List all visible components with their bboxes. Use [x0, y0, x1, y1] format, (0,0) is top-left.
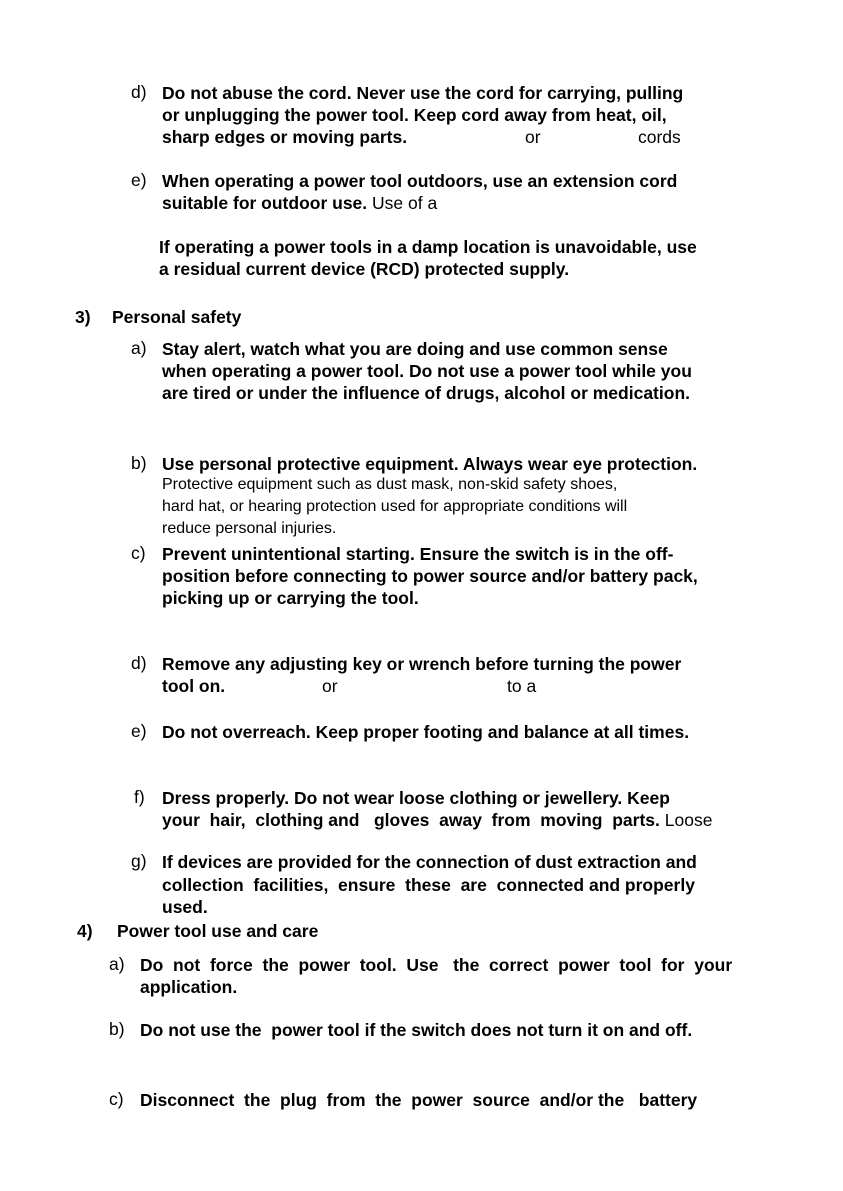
item-marker: b) [131, 453, 147, 473]
item-marker: a) [131, 338, 147, 358]
item-text-line: picking up or carrying the tool. [162, 588, 419, 608]
item-text-line: Protective equipment such as dust mask, non-skid safety shoes, [162, 476, 618, 493]
item-marker: c) [109, 1089, 124, 1109]
item-text-line: Remove any adjusting key or wrench before turning the power [162, 654, 682, 674]
item-text-line: collection facilities, ensure these are connected and properly [162, 875, 695, 895]
item-marker: a) [109, 954, 125, 974]
item-marker: d) [131, 82, 147, 102]
section-title: Personal safety [112, 307, 242, 327]
item-text-line: reduce personal injuries. [162, 520, 337, 537]
item-text-line: application. [140, 977, 238, 997]
item-text-line: Do not use the power tool if the switch does not turn it on and off. [140, 1020, 693, 1040]
item-marker: f) [134, 787, 145, 807]
item-text-fragment: cords [638, 127, 681, 147]
item-text-line: your hair, clothing and gloves away from moving parts. Loose [162, 810, 713, 830]
item-text-line: If devices are provided for the connection of dust extraction and [162, 852, 697, 872]
item-marker: b) [109, 1019, 125, 1039]
item-text-fragment: or [322, 676, 338, 696]
item-text-line: position before connecting to power source and/or battery pack, [162, 566, 698, 586]
item-text-line: used. [162, 897, 208, 917]
item-text-line: Dress properly. Do not wear loose clothing or jewellery. Keep [162, 788, 670, 808]
item-text-line: tool on. [162, 676, 226, 696]
item-text-line: When operating a power tool outdoors, use an extension cord [162, 171, 678, 191]
item-text-line: Stay alert, watch what you are doing and use common sense [162, 339, 668, 359]
item-text-line: Prevent unintentional starting. Ensure the switch is in the off- [162, 544, 674, 564]
item-text-line: suitable for outdoor use. Use of a [162, 193, 438, 213]
item-marker: e) [131, 721, 147, 741]
item-text-fragment: or [525, 127, 541, 147]
item-text-line: Do not force the power tool. Use the correct power tool for your [140, 955, 733, 975]
item-text-line: sharp edges or moving parts. [162, 127, 408, 147]
item-text-line: If operating a power tools in a damp location is unavoidable, use [159, 237, 697, 257]
item-marker: c) [131, 543, 146, 563]
section-number: 4) [77, 921, 93, 941]
item-text-line: Do not abuse the cord. Never use the cord for carrying, pulling [162, 83, 684, 103]
section-title: Power tool use and care [117, 921, 319, 941]
item-text-line: Disconnect the plug from the power source and/or the battery [140, 1090, 698, 1110]
item-marker: e) [131, 170, 147, 190]
item-text-line: or unplugging the power tool. Keep cord away from heat, oil, [162, 105, 667, 125]
item-text-line: when operating a power tool. Do not use a power tool while you [162, 361, 692, 381]
item-text-line: are tired or under the influence of drugs, alcohol or medication. [162, 383, 690, 403]
item-text-line: Do not overreach. Keep proper footing and balance at all times. [162, 722, 690, 742]
item-text-line: a residual current device (RCD) protected supply. [159, 259, 570, 279]
item-marker: g) [131, 851, 147, 871]
section-number: 3) [75, 307, 91, 327]
item-text-fragment: to a [507, 676, 537, 696]
item-text-line: Use personal protective equipment. Always wear eye protection. [162, 454, 698, 474]
item-marker: d) [131, 653, 147, 673]
item-text-line: hard hat, or hearing protection used for appropriate conditions will [162, 498, 628, 515]
